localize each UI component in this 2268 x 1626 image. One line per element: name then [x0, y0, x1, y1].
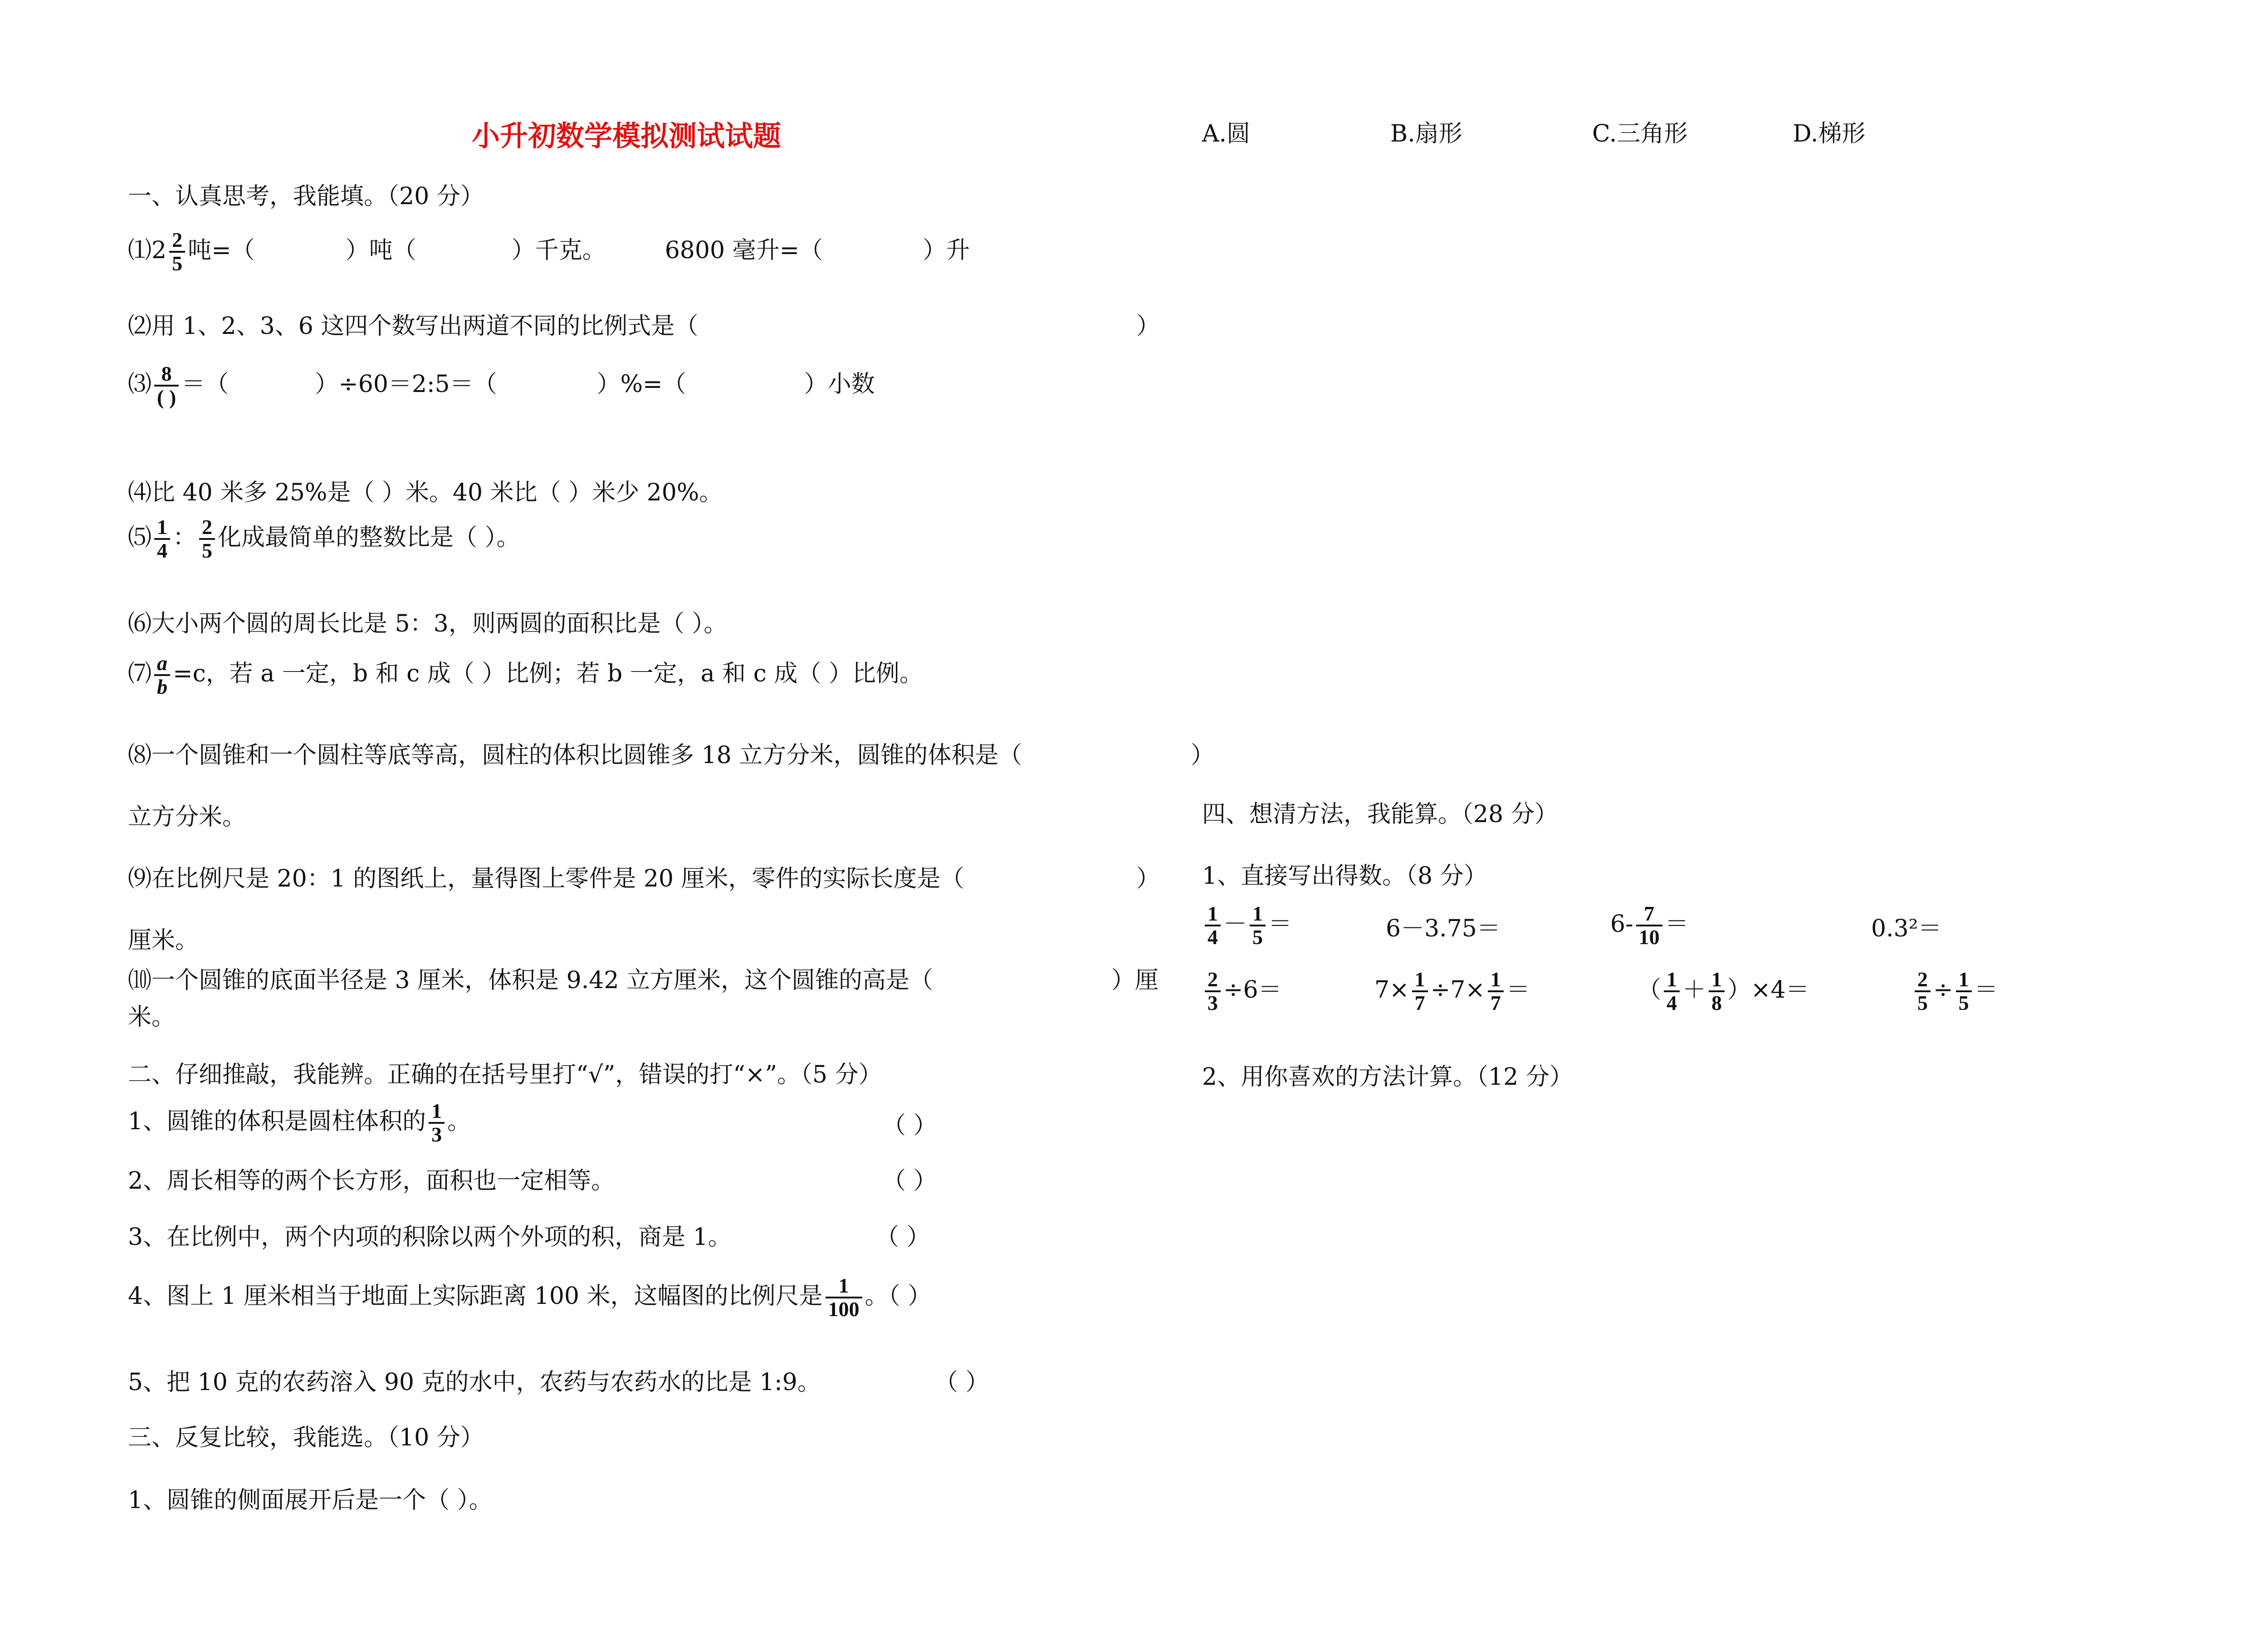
text: ）吨（ [345, 236, 416, 264]
calc-1 [1202, 903, 1292, 949]
judge-item-1 [128, 1100, 471, 1146]
numerator: 2 [169, 229, 185, 253]
text: ÷7× [1430, 976, 1485, 1004]
text: 1、圆锥的体积是圆柱体积的 [128, 1107, 426, 1135]
text: 。 [447, 1107, 471, 1135]
fraction [429, 1100, 445, 1146]
denominator: 5 [1917, 991, 1928, 1015]
numerator: 1 [1956, 969, 1972, 992]
fraction [1412, 969, 1428, 1014]
fraction [1915, 969, 1931, 1014]
calc-6 [1374, 969, 1530, 1014]
numerator: 1 [826, 1275, 862, 1298]
text: ）千克。 [511, 236, 606, 264]
text: － [1223, 910, 1247, 938]
numerator: 1 [1250, 903, 1266, 926]
numerator: 1 [1664, 969, 1680, 992]
denominator: b [157, 675, 168, 699]
text: ⑺ [128, 660, 152, 687]
fraction [1636, 903, 1662, 949]
fraction [1250, 903, 1266, 949]
text: 6- [1610, 910, 1633, 938]
question-1-8: ⑻一个圆锥和一个圆柱等底等高，圆柱的体积比圆锥多 18 立方分米，圆锥的体积是（ [128, 742, 1022, 769]
question-1-10-close: ）厘 [1111, 967, 1159, 994]
question-1-8-close: ） [1191, 742, 1215, 769]
fraction [154, 363, 179, 409]
choice-1-option-a: A.圆 [1202, 120, 1251, 147]
denominator: 7 [1490, 991, 1501, 1015]
denominator: 5 [1252, 926, 1263, 949]
text: ）×4＝ [1727, 976, 1809, 1004]
fraction [1709, 969, 1725, 1014]
text: 吨=（ [188, 236, 255, 264]
section-1-heading: 一、认真思考，我能填。（20 分） [128, 183, 484, 210]
numerator: a [154, 652, 170, 676]
question-1-8-unit: 立方分米。 [128, 803, 246, 831]
answer-paren[interactable]: （ ） [882, 1112, 937, 1139]
text: ： [173, 524, 197, 551]
section-4-heading: 四、想清方法，我能算。（28 分） [1202, 801, 1558, 828]
denominator: 4 [157, 539, 168, 563]
fraction [154, 516, 170, 562]
page-title: 小升初数学模拟测试试题 [472, 119, 782, 152]
text: ÷ [1933, 976, 1953, 1004]
judge-item-4 [128, 1275, 931, 1321]
question-1-9: ⑼在比例尺是 20：1 的图纸上，量得图上零件是 20 厘米，零件的实际长度是（ [128, 865, 964, 892]
answer-paren[interactable]: （ ） [875, 1224, 930, 1251]
denominator: 5 [1958, 991, 1969, 1015]
judge-item-3: 3、在比例中，两个内项的积除以两个外项的积，商是 1。 [128, 1224, 732, 1251]
text: 。（ ） [865, 1282, 932, 1310]
text: ⑶ [128, 370, 152, 398]
denominator: 10 [1638, 926, 1660, 949]
text: ＝ [1974, 976, 1998, 1004]
numerator: 1 [1709, 969, 1725, 992]
choice-1-option-c: C.三角形 [1592, 120, 1688, 147]
text: 6800 毫升=（ [665, 236, 823, 264]
question-1-9-unit: 厘米。 [128, 927, 199, 954]
text: ＝ [1506, 976, 1530, 1004]
text: ）%=（ [596, 370, 686, 398]
text: ＋ [1682, 976, 1706, 1004]
question-1-6: ⑹大小两个圆的周长比是 5：3，则两圆的面积比是（ ）。 [128, 610, 728, 637]
question-1-5 [128, 516, 520, 562]
text: ⑸ [128, 524, 152, 551]
denominator: 4 [1207, 926, 1218, 949]
compute-part-2-heading: 2、用你喜欢的方法计算。（12 分） [1202, 1063, 1573, 1091]
fraction [1956, 969, 1972, 1014]
text: （ [1637, 976, 1662, 1004]
fraction [1488, 969, 1504, 1014]
question-1-2: ⑵用 1、2、3、6 这四个数写出两道不同的比例式是（ [128, 313, 699, 340]
text: 7× [1374, 976, 1409, 1004]
fraction [826, 1275, 862, 1321]
denominator: 100 [828, 1298, 860, 1321]
fraction [1205, 903, 1221, 949]
text: =c，若 a 一定，b 和 c 成（ ）比例；若 b 一定，a 和 c 成（ ）比例。 [173, 660, 923, 687]
text: ＝ [1665, 910, 1689, 938]
fraction [169, 229, 185, 275]
numerator: 2 [1205, 969, 1221, 992]
answer-paren[interactable]: （ ） [882, 1167, 937, 1195]
denominator: 8 [1711, 991, 1722, 1015]
calc-7 [1637, 969, 1809, 1014]
section-3-heading: 三、反复比较，我能选。（10 分） [128, 1424, 484, 1451]
question-1-9-close: ） [1136, 865, 1160, 892]
text: ＝（ [181, 370, 229, 398]
denominator: 3 [1207, 991, 1218, 1015]
question-1-1 [128, 229, 970, 275]
numerator: 1 [1488, 969, 1504, 992]
numerator: 8 [154, 363, 179, 387]
numerator: 1 [1205, 903, 1221, 926]
choice-item-1: 1、圆锥的侧面展开后是一个（ ）。 [128, 1487, 493, 1514]
denominator: 3 [431, 1123, 442, 1146]
text: ⑴2 [128, 236, 167, 264]
answer-paren[interactable]: （ ） [934, 1369, 989, 1396]
numerator: 1 [154, 516, 170, 540]
denominator: 4 [1667, 991, 1677, 1015]
judge-item-5: 5、把 10 克的农药溶入 90 克的水中，农药与农药水的比是 1:9。 [128, 1369, 821, 1396]
numerator: 1 [1412, 969, 1428, 992]
text: ）小数 [804, 370, 875, 398]
section-2-heading: 二、仔细推敲，我能辨。正确的在括号里打“√”，错误的打“×”。（5 分） [128, 1061, 882, 1088]
question-1-10: ⑽一个圆锥的底面半径是 3 厘米，体积是 9.42 立方厘米，这个圆锥的高是（ [128, 967, 933, 994]
text: ＝ [1268, 910, 1292, 938]
fraction [1205, 969, 1221, 1014]
calc-3 [1610, 903, 1689, 949]
question-1-7 [128, 652, 923, 698]
question-1-4: ⑷比 40 米多 25%是（ ）米。40 米比（ ）米少 20%。 [128, 479, 723, 506]
question-1-2-close: ） [1136, 313, 1160, 340]
fraction [199, 516, 215, 562]
text: ）÷60＝2:5＝（ [315, 370, 497, 398]
question-1-3 [128, 363, 875, 409]
question-1-10-unit: 米。 [128, 1004, 176, 1031]
text: 4、图上 1 厘米相当于地面上实际距离 100 米，这幅图的比例尺是 [128, 1282, 823, 1310]
judge-item-2: 2、周长相等的两个长方形，面积也一定相等。 [128, 1167, 615, 1195]
calc-4: 0.3²＝ [1871, 915, 1942, 942]
numerator: 2 [199, 516, 215, 540]
denominator: 5 [172, 252, 183, 275]
denominator: 7 [1414, 991, 1425, 1015]
text: 化成最简单的整数比是（ ）。 [218, 524, 520, 551]
text: ）升 [923, 236, 970, 264]
numerator: 1 [429, 1100, 445, 1124]
choice-1-option-d: D.梯形 [1793, 120, 1866, 147]
compute-part-1-heading: 1、直接写出得数。（8 分） [1202, 862, 1487, 890]
numerator: 7 [1636, 903, 1662, 926]
calc-5 [1202, 969, 1282, 1014]
denominator: ( ) [157, 386, 176, 409]
calc-2: 6－3.75＝ [1386, 915, 1501, 942]
calc-8 [1912, 969, 1998, 1014]
text: ÷6＝ [1223, 976, 1282, 1004]
denominator: 5 [202, 539, 213, 563]
fraction [1664, 969, 1680, 1014]
numerator: 2 [1915, 969, 1931, 992]
fraction [154, 652, 170, 698]
choice-1-option-b: B.扇形 [1390, 120, 1462, 147]
